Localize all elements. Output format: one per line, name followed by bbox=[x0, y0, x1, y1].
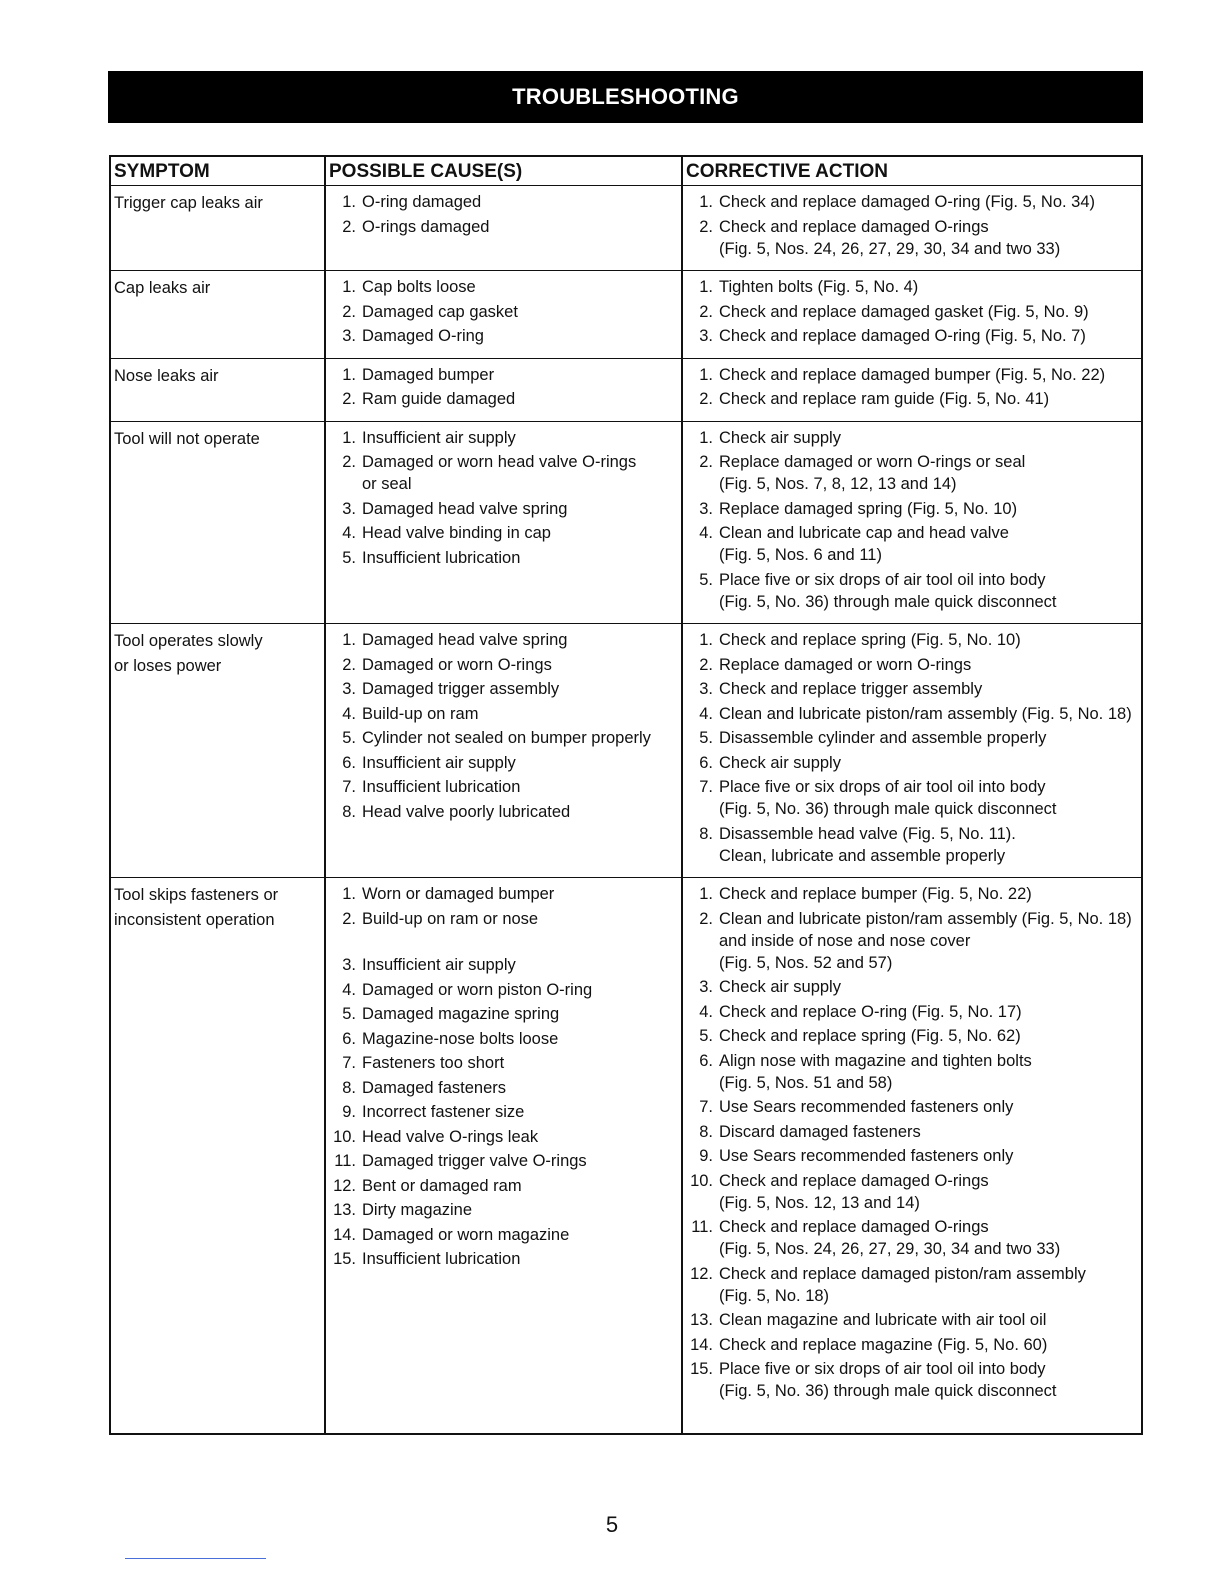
item-text: Build-up on ram or nose bbox=[362, 909, 539, 928]
item-text: Check and replace damaged gasket (Fig. 5, No. 9) bbox=[719, 302, 1089, 321]
item-text: Place five or six drops of air tool oil into body (Fig. 5, No. 36) through male quick disconnect bbox=[719, 570, 1057, 611]
cause-item bbox=[326, 1248, 681, 1270]
item-number: 9. bbox=[699, 1147, 713, 1165]
action-item bbox=[683, 752, 1141, 774]
cause-cell bbox=[324, 624, 681, 877]
item-text: Damaged trigger valve O-rings bbox=[362, 1152, 587, 1170]
cause-item bbox=[326, 451, 681, 495]
item-number: 14. bbox=[690, 1335, 713, 1354]
item-number: 9. bbox=[342, 1103, 356, 1121]
item-text: Replace damaged or worn O-rings bbox=[719, 655, 972, 674]
action-item bbox=[683, 1216, 1141, 1260]
item-number: 5. bbox=[699, 1027, 713, 1045]
header-corrective-action: CORRECTIVE ACTION bbox=[681, 157, 1141, 185]
item-text: Head valve poorly lubricated bbox=[362, 802, 571, 821]
item-number: 15. bbox=[333, 1250, 356, 1268]
item-text: Place five or six drops of air tool oil into body (Fig. 5, No. 36) through male quick disconnect bbox=[719, 1360, 1057, 1400]
item-text: Worn or damaged bumper bbox=[362, 885, 555, 903]
item-text: Check and replace magazine (Fig. 5, No. 60) bbox=[719, 1335, 1048, 1354]
cause-item bbox=[326, 301, 681, 323]
symptom-cell: Tool will not operate bbox=[114, 429, 260, 448]
item-text: Check and replace damaged O-rings (Fig. 5, Nos. 24, 26, 27, 29, 30, 34 and two 33) bbox=[719, 217, 1061, 258]
cause-cell bbox=[324, 271, 681, 358]
action-item bbox=[683, 1096, 1141, 1118]
item-number: 8. bbox=[699, 824, 713, 843]
page-number: 5 bbox=[605, 1512, 619, 1537]
item-number: 3. bbox=[699, 327, 713, 345]
cause-item bbox=[326, 703, 681, 725]
action-item bbox=[683, 976, 1141, 998]
action-cell bbox=[681, 878, 1141, 1433]
item-number: 1. bbox=[342, 365, 356, 384]
item-text: Use Sears recommended fasteners only bbox=[719, 1147, 1014, 1165]
item-text: Ram guide damaged bbox=[362, 390, 516, 408]
action-item bbox=[683, 191, 1141, 213]
page-title: TROUBLESHOOTING bbox=[108, 71, 1143, 123]
action-item bbox=[683, 522, 1141, 566]
item-number: 1. bbox=[342, 193, 356, 211]
cause-item bbox=[326, 427, 681, 449]
action-item bbox=[683, 1263, 1141, 1307]
item-number: 2. bbox=[342, 217, 356, 236]
item-text: Head valve O-rings leak bbox=[362, 1127, 539, 1146]
item-text: Check and replace ram guide (Fig. 5, No. 41) bbox=[719, 390, 1050, 408]
item-text: Fasteners too short bbox=[362, 1054, 505, 1072]
cause-item bbox=[326, 1077, 681, 1099]
cause-item bbox=[326, 522, 681, 544]
item-number: 3. bbox=[342, 680, 356, 698]
action-item bbox=[683, 678, 1141, 700]
cause-item bbox=[326, 1224, 681, 1246]
item-number: 1. bbox=[699, 428, 713, 447]
item-text: Clean and lubricate piston/ram assembly (Fig. 5, No. 18) and inside of nose and nose cover (Fig. 5, Nos. 52 and 57) bbox=[719, 909, 1132, 972]
cause-item bbox=[326, 654, 681, 676]
cause-item bbox=[326, 1028, 681, 1050]
cause-item bbox=[326, 752, 681, 774]
cause-item bbox=[326, 1175, 681, 1197]
cause-item bbox=[326, 1150, 681, 1172]
action-item bbox=[683, 703, 1141, 725]
action-item bbox=[683, 1358, 1141, 1402]
item-number: 4. bbox=[699, 704, 713, 723]
cause-item bbox=[326, 364, 681, 386]
cause-item bbox=[326, 1101, 681, 1123]
action-item bbox=[683, 908, 1141, 974]
cause-item bbox=[326, 216, 681, 238]
action-item bbox=[683, 883, 1141, 905]
item-text: Check air supply bbox=[719, 428, 841, 447]
cause-item bbox=[326, 776, 681, 798]
table-row bbox=[111, 185, 1141, 270]
item-text: Damaged cap gasket bbox=[362, 302, 518, 321]
item-number: 7. bbox=[699, 778, 713, 796]
item-text: Disassemble head valve (Fig. 5, No. 11). Clean, lubricate and assemble properly bbox=[719, 824, 1016, 865]
item-number: 7. bbox=[699, 1098, 713, 1116]
item-text: Check and replace damaged piston/ram assembly (Fig. 5, No. 18) bbox=[719, 1264, 1086, 1305]
item-text: Damaged or worn magazine bbox=[362, 1225, 570, 1244]
footer-divider bbox=[125, 1558, 266, 1559]
item-number: 4. bbox=[342, 980, 356, 999]
item-text: Cap bolts loose bbox=[362, 278, 476, 296]
item-number: 5. bbox=[342, 1005, 356, 1023]
item-number: 2. bbox=[342, 390, 356, 408]
item-text: Damaged O-ring bbox=[362, 327, 484, 345]
item-number: 11. bbox=[691, 1218, 713, 1236]
item-text: Damaged or worn piston O-ring bbox=[362, 980, 593, 999]
item-number: 1. bbox=[699, 278, 713, 296]
table-row bbox=[111, 623, 1141, 877]
item-number: 3. bbox=[342, 327, 356, 345]
action-cell bbox=[681, 359, 1141, 421]
item-text: Discard damaged fasteners bbox=[719, 1122, 921, 1141]
action-item bbox=[683, 1334, 1141, 1356]
item-number: 4. bbox=[699, 1002, 713, 1021]
item-text: Replace damaged spring (Fig. 5, No. 10) bbox=[719, 499, 1018, 518]
cause-item bbox=[326, 908, 681, 952]
cause-item bbox=[326, 1126, 681, 1148]
item-number: 8. bbox=[342, 802, 356, 821]
action-item bbox=[683, 451, 1141, 495]
action-item bbox=[683, 301, 1141, 323]
item-number: 2. bbox=[699, 390, 713, 408]
item-number: 2. bbox=[342, 655, 356, 674]
item-number: 10. bbox=[690, 1171, 713, 1190]
item-text: Check and replace spring (Fig. 5, No. 10) bbox=[719, 631, 1021, 649]
symptom-cell: Cap leaks air bbox=[114, 279, 211, 297]
action-item bbox=[683, 276, 1141, 298]
item-number: 1. bbox=[342, 885, 356, 903]
item-number: 7. bbox=[342, 1054, 356, 1072]
action-item bbox=[683, 569, 1141, 613]
cause-item bbox=[326, 801, 681, 823]
item-number: 8. bbox=[699, 1122, 713, 1141]
item-number: 3. bbox=[699, 499, 713, 518]
symptom-cell: Nose leaks air bbox=[114, 366, 219, 385]
symptom-cell: Tool skips fasteners or inconsistent operation bbox=[114, 886, 279, 929]
cause-item bbox=[326, 979, 681, 1001]
cause-cell bbox=[324, 878, 681, 1433]
header-possible-causes: POSSIBLE CAUSE(S) bbox=[324, 157, 681, 185]
item-text: Incorrect fastener size bbox=[362, 1103, 525, 1121]
troubleshooting-table bbox=[109, 155, 1143, 1435]
action-cell bbox=[681, 422, 1141, 624]
action-item bbox=[683, 776, 1141, 820]
item-text: Bent or damaged ram bbox=[362, 1176, 522, 1195]
cause-cell bbox=[324, 422, 681, 624]
item-number: 15. bbox=[690, 1360, 713, 1378]
item-text: Check and replace damaged O-rings (Fig. 5, Nos. 24, 26, 27, 29, 30, 34 and two 33) bbox=[719, 1218, 1061, 1258]
item-text: Check and replace damaged O-ring (Fig. 5, No. 34) bbox=[719, 193, 1096, 211]
table-row bbox=[111, 877, 1141, 1433]
item-number: 6. bbox=[699, 1051, 713, 1070]
item-number: 2. bbox=[699, 217, 713, 236]
item-number: 1. bbox=[699, 193, 713, 211]
cause-item bbox=[326, 1052, 681, 1074]
item-text: Clean magazine and lubricate with air tool oil bbox=[719, 1311, 1047, 1329]
item-text: Damaged trigger assembly bbox=[362, 680, 560, 698]
action-item bbox=[683, 325, 1141, 347]
item-text: Damaged head valve spring bbox=[362, 499, 568, 518]
item-number: 6. bbox=[342, 753, 356, 772]
action-item bbox=[683, 1001, 1141, 1023]
item-number: 10. bbox=[333, 1127, 356, 1146]
cause-item bbox=[326, 954, 681, 976]
item-number: 2. bbox=[699, 453, 713, 471]
item-number: 2. bbox=[699, 909, 713, 928]
item-text: Check and replace damaged bumper (Fig. 5, No. 22) bbox=[719, 365, 1106, 384]
item-number: 11. bbox=[334, 1152, 356, 1170]
cause-item bbox=[326, 1003, 681, 1025]
cause-item bbox=[326, 388, 681, 410]
item-text: Check and replace trigger assembly bbox=[719, 680, 983, 698]
item-text: Damaged bumper bbox=[362, 365, 495, 384]
item-text: Dirty magazine bbox=[362, 1201, 473, 1219]
action-item bbox=[683, 388, 1141, 410]
item-text: Damaged or worn head valve O-rings or seal bbox=[362, 453, 637, 493]
action-item bbox=[683, 727, 1141, 749]
cause-item bbox=[326, 678, 681, 700]
item-number: 5. bbox=[699, 729, 713, 747]
item-text: Insufficient air supply bbox=[362, 428, 516, 447]
action-item bbox=[683, 427, 1141, 449]
item-number: 4. bbox=[342, 704, 356, 723]
action-item bbox=[683, 498, 1141, 520]
cause-item bbox=[326, 629, 681, 651]
symptom-cell: Trigger cap leaks air bbox=[114, 194, 263, 212]
cause-item bbox=[326, 191, 681, 213]
cause-item bbox=[326, 498, 681, 520]
item-text: Insufficient air supply bbox=[362, 956, 516, 974]
item-text: Align nose with magazine and tighten bolts (Fig. 5, Nos. 51 and 58) bbox=[719, 1051, 1032, 1092]
item-number: 2. bbox=[699, 655, 713, 674]
cause-item bbox=[326, 1199, 681, 1221]
item-text: Head valve binding in cap bbox=[362, 524, 551, 542]
item-text: Magazine-nose bolts loose bbox=[362, 1029, 559, 1048]
item-number: 3. bbox=[699, 978, 713, 996]
item-number: 1. bbox=[342, 631, 356, 649]
item-text: Tighten bolts (Fig. 5, No. 4) bbox=[719, 278, 919, 296]
item-text: Insufficient lubrication bbox=[362, 778, 521, 796]
item-text: Damaged head valve spring bbox=[362, 631, 568, 649]
item-number: 1. bbox=[699, 365, 713, 384]
item-number: 12. bbox=[690, 1264, 713, 1283]
item-number: 1. bbox=[699, 631, 713, 649]
item-text: Check and replace O-ring (Fig. 5, No. 17) bbox=[719, 1002, 1022, 1021]
action-cell bbox=[681, 624, 1141, 877]
item-text: Insufficient lubrication bbox=[362, 1250, 521, 1268]
item-text: Insufficient lubrication bbox=[362, 548, 521, 567]
item-text: Use Sears recommended fasteners only bbox=[719, 1098, 1014, 1116]
item-number: 13. bbox=[333, 1201, 356, 1219]
item-text: O-ring damaged bbox=[362, 193, 482, 211]
item-number: 14. bbox=[333, 1225, 356, 1244]
item-number: 2. bbox=[699, 302, 713, 321]
item-number: 3. bbox=[342, 956, 356, 974]
item-text: Damaged magazine spring bbox=[362, 1005, 560, 1023]
item-text: Check air supply bbox=[719, 753, 841, 772]
action-item bbox=[683, 1025, 1141, 1047]
item-number: 2. bbox=[342, 302, 356, 321]
cause-item bbox=[326, 276, 681, 298]
item-number: 3. bbox=[342, 499, 356, 518]
item-number: 2. bbox=[342, 909, 356, 928]
item-number: 8. bbox=[342, 1078, 356, 1097]
table-header-row bbox=[111, 157, 1141, 185]
action-item bbox=[683, 1170, 1141, 1214]
item-text: O-rings damaged bbox=[362, 217, 490, 236]
cause-cell bbox=[324, 359, 681, 421]
cause-cell bbox=[324, 186, 681, 270]
action-item bbox=[683, 629, 1141, 651]
item-number: 6. bbox=[342, 1029, 356, 1048]
cause-item bbox=[326, 727, 681, 749]
item-number: 1. bbox=[699, 885, 713, 903]
symptom-cell: Tool operates slowly or loses power bbox=[114, 632, 263, 675]
action-item bbox=[683, 216, 1141, 260]
table-row bbox=[111, 421, 1141, 624]
item-number: 5. bbox=[342, 729, 356, 747]
item-text: Damaged fasteners bbox=[362, 1078, 506, 1097]
action-item bbox=[683, 1121, 1141, 1143]
item-number: 13. bbox=[690, 1311, 713, 1329]
cause-item bbox=[326, 325, 681, 347]
item-text: Replace damaged or worn O-rings or seal (Fig. 5, Nos. 7, 8, 12, 13 and 14) bbox=[719, 453, 1026, 493]
item-text: Check and replace spring (Fig. 5, No. 62) bbox=[719, 1027, 1021, 1045]
action-item bbox=[683, 1050, 1141, 1094]
item-number: 7. bbox=[342, 778, 356, 796]
item-number: 5. bbox=[699, 570, 713, 589]
item-number: 5. bbox=[342, 548, 356, 567]
action-item bbox=[683, 823, 1141, 867]
item-number: 1. bbox=[342, 278, 356, 296]
item-text: Clean and lubricate cap and head valve (Fig. 5, Nos. 6 and 11) bbox=[719, 524, 1009, 564]
item-text: Check and replace damaged O-rings (Fig. 5, Nos. 12, 13 and 14) bbox=[719, 1171, 989, 1212]
item-text: Check and replace bumper (Fig. 5, No. 22) bbox=[719, 885, 1032, 903]
item-number: 6. bbox=[699, 753, 713, 772]
item-text: Insufficient air supply bbox=[362, 753, 516, 772]
item-text: Place five or six drops of air tool oil into body (Fig. 5, No. 36) through male quick disconnect bbox=[719, 778, 1057, 818]
item-number: 1. bbox=[342, 428, 356, 447]
item-text: Clean and lubricate piston/ram assembly (Fig. 5, No. 18) bbox=[719, 704, 1132, 723]
item-text: Check air supply bbox=[719, 978, 841, 996]
action-item bbox=[683, 654, 1141, 676]
table-row bbox=[111, 270, 1141, 358]
cause-item bbox=[326, 883, 681, 905]
item-text: Damaged or worn O-rings bbox=[362, 655, 552, 674]
item-text: Cylinder not sealed on bumper properly bbox=[362, 729, 651, 747]
item-number: 12. bbox=[333, 1176, 356, 1195]
item-text: Check and replace damaged O-ring (Fig. 5, No. 7) bbox=[719, 327, 1086, 345]
item-number: 2. bbox=[342, 453, 356, 471]
table-row bbox=[111, 358, 1141, 421]
action-item bbox=[683, 364, 1141, 386]
action-cell bbox=[681, 186, 1141, 270]
action-item bbox=[683, 1145, 1141, 1167]
item-text: Disassemble cylinder and assemble properly bbox=[719, 729, 1047, 747]
action-item bbox=[683, 1309, 1141, 1331]
item-text: Build-up on ram bbox=[362, 704, 479, 723]
action-cell bbox=[681, 271, 1141, 358]
table-body bbox=[111, 185, 1141, 1433]
header-symptom: SYMPTOM bbox=[114, 161, 210, 182]
item-number: 3. bbox=[699, 680, 713, 698]
item-number: 4. bbox=[342, 524, 356, 542]
cause-item bbox=[326, 547, 681, 569]
item-number: 4. bbox=[699, 524, 713, 542]
